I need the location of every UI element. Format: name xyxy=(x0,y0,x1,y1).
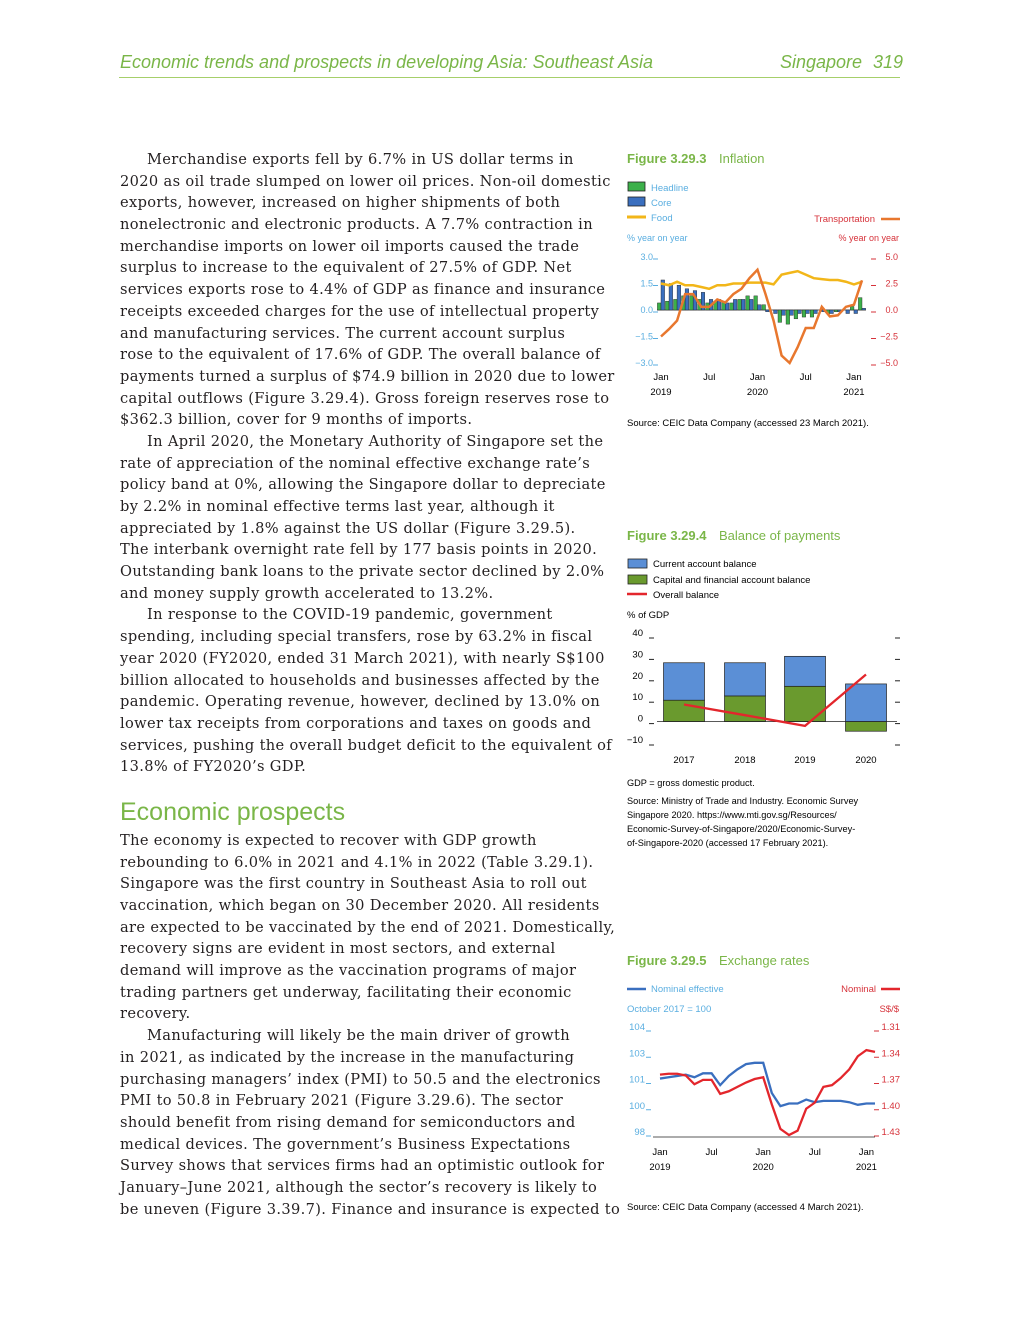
paragraph-line: recovery signs are evident in most sectors, and external xyxy=(120,940,556,958)
y-tick-label: 30 xyxy=(632,649,643,661)
capital-account-legend-swatch xyxy=(628,575,647,584)
legend-label: Food xyxy=(651,213,673,224)
headline-bar xyxy=(834,310,838,312)
paragraph-line: The interbank overnight rate fell by 177 basis points in 2020. xyxy=(120,541,598,559)
x-tick-label: 2017 xyxy=(673,755,695,766)
figure-note: Singapore 2020. https://www.mti.gov.sg/Resources/ xyxy=(627,810,837,820)
left-axis-label: October 2017 = 100 xyxy=(627,1004,712,1015)
paragraph-line: billion allocated to households and businesses affected by the xyxy=(120,671,600,689)
paragraph-line: in 2021, as indicated by the increase in the manufacturing xyxy=(120,1048,575,1066)
running-header-title: Economic trends and prospects in developing Asia: Southeast Asia xyxy=(120,52,653,72)
x-tick-month: Jul xyxy=(703,372,716,383)
core-bar xyxy=(757,305,761,310)
y-tick-label-right: 0.0 xyxy=(885,305,898,315)
headline-bar xyxy=(778,310,782,322)
headline-bar xyxy=(762,305,766,310)
legend-label: Core xyxy=(651,198,672,209)
paragraph-line: and money supply growth accelerated to 13.2%. xyxy=(120,584,494,602)
paragraph-line: rate of appreciation of the nominal effective exchange rate’s xyxy=(120,454,591,472)
paragraph-line: In response to the COVID-19 pandemic, government xyxy=(147,606,553,624)
body-text xyxy=(120,149,621,1220)
legend-label: Overall balance xyxy=(653,590,720,601)
x-tick-month: Jan xyxy=(749,372,766,383)
core-bar xyxy=(830,310,834,314)
y-tick-label: −10 xyxy=(626,735,643,746)
paragraph-line: January–June 2021, although the sector’s recovery is likely to xyxy=(120,1178,598,1196)
headline-bar xyxy=(738,299,742,310)
paragraph-line: lower tax receipts from corporations and taxes on goods and xyxy=(120,714,592,732)
figure-note: of-Singapore-2020 (accessed 17 February 2021). xyxy=(627,838,829,848)
figure-note: Source: Ministry of Trade and Industry. Economic Survey xyxy=(627,796,859,806)
left-axis-label: % year on year xyxy=(627,233,688,243)
nominal-line xyxy=(660,1050,875,1135)
headline-legend-swatch xyxy=(628,182,645,191)
paragraph-line: $362.3 billion, cover for 9 months of imports. xyxy=(120,411,473,429)
legend-label: Transportation xyxy=(814,214,875,225)
paragraph-line: exports, however, increased on higher shipments of both xyxy=(120,194,561,212)
core-bar xyxy=(862,308,866,310)
y-tick-label-right: 1.40 xyxy=(881,1100,900,1112)
core-bar xyxy=(798,310,802,314)
headline-bar xyxy=(810,310,814,317)
core-bar xyxy=(749,299,753,310)
chart-svg xyxy=(627,952,907,1222)
capital-account-bar xyxy=(846,722,887,732)
x-tick-year: 2019 xyxy=(650,387,672,398)
paragraph-line: capital outflows (Figure 3.29.4). Gross foreign reserves rose to xyxy=(120,389,610,407)
headline-bar xyxy=(665,301,669,310)
y-tick-label-right: 1.31 xyxy=(881,1022,900,1033)
paragraph-line: Merchandise exports fell by 6.7% in US dollar terms in xyxy=(147,151,574,168)
paragraph-line: rebounding to 6.0% in 2021 and 4.1% in 2022 (Table 3.29.1). xyxy=(120,853,594,871)
headline-bar xyxy=(673,299,677,310)
headline-bar xyxy=(690,296,694,310)
current-account-legend-swatch xyxy=(628,559,647,568)
current-account-bar xyxy=(664,663,705,700)
legend-label: Capital and financial account balance xyxy=(653,575,811,586)
header-rule xyxy=(119,77,900,78)
paragraph-line: appreciated by 1.8% against the US dollar (Figure 3.29.5). xyxy=(120,519,576,537)
paragraph-line: Outstanding bank loans to the private sector declined by 2.0% xyxy=(120,563,605,581)
y-tick-label-left: −1.5 xyxy=(635,331,653,342)
paragraph-line: In April 2020, the Monetary Authority of Singapore set the xyxy=(147,432,604,450)
figure-note: GDP = gross domestic product. xyxy=(627,778,755,788)
headline-bar xyxy=(858,298,862,310)
core-legend-swatch xyxy=(628,197,645,206)
core-bar xyxy=(766,310,770,312)
current-account-bar xyxy=(846,684,887,722)
headline-bar xyxy=(657,303,661,310)
paragraph-line: medical devices. The government’s Business Expectations xyxy=(120,1135,571,1153)
core-bar xyxy=(669,284,673,311)
paragraph-line: and manufacturing services. The current account surplus xyxy=(120,324,566,342)
x-tick-month: Jan xyxy=(652,1147,668,1158)
y-tick-label-left: 1.5 xyxy=(640,278,653,289)
figure-number: Figure 3.29.4 xyxy=(627,528,707,543)
right-axis-label: % year on year xyxy=(838,233,899,243)
headline-bar xyxy=(802,310,806,317)
legend-label: Nominal xyxy=(841,984,876,995)
transportation-line xyxy=(661,270,862,363)
source-note: Source: CEIC Data Company (accessed 4 March 2021). xyxy=(627,1202,864,1213)
y-tick-label: 40 xyxy=(632,628,643,639)
figure-title: Balance of payments xyxy=(719,528,841,543)
paragraph-line: purchasing managers’ index (PMI) to 50.5 and the electronics xyxy=(120,1070,601,1088)
paragraph-line: spending, including special transfers, rose by 63.2% in fiscal xyxy=(120,628,593,646)
paragraph-line: recovery. xyxy=(120,1005,191,1023)
x-tick-month: Jan xyxy=(858,1147,875,1158)
paragraph-line: policy band at 0%, allowing the Singapore dollar to depreciate xyxy=(120,476,606,494)
y-tick-label-right: 1.37 xyxy=(881,1074,900,1086)
headline-bar xyxy=(754,296,758,310)
x-tick-year: 2020 xyxy=(746,387,769,398)
paragraph-line: PMI to 50.8 in February 2021 (Figure 3.29.6). The sector xyxy=(120,1092,564,1110)
y-tick-label-left: 103 xyxy=(629,1048,645,1060)
paragraph-line: by 2.2% in nominal effective terms last year, although it xyxy=(120,498,555,515)
paragraph-line: merchandise imports on lower oil imports caused the trade xyxy=(120,237,580,255)
core-bar xyxy=(741,299,745,310)
paragraph-line: nonelectronic and electronic products. A 7.7% contraction in xyxy=(120,216,593,234)
paragraph-line: 2020 as oil trade slumped on lower oil prices. Non-oil domestic xyxy=(120,172,611,190)
figure-title: Exchange rates xyxy=(719,953,810,968)
overall-balance-line xyxy=(684,675,866,726)
core-bar xyxy=(782,310,786,315)
figure-title: Inflation xyxy=(719,151,765,166)
y-tick-label-left: 104 xyxy=(629,1022,645,1033)
x-tick-month: Jul xyxy=(808,1147,821,1158)
y-tick-label-left: 100 xyxy=(629,1100,645,1112)
paragraph-line: The economy is expected to recover with GDP growth xyxy=(120,831,537,849)
x-tick-month: Jul xyxy=(705,1147,718,1158)
paragraph-line: Manufacturing will likely be the main driver of growth xyxy=(147,1027,570,1045)
paragraph-line: payments turned a surplus of $74.9 billion in 2020 due to lower xyxy=(120,367,615,385)
paragraph-line: pandemic. Operating revenue, however, declined by 13.0% on xyxy=(120,693,601,711)
paragraph-line: should benefit from rising demand for semiconductors and xyxy=(120,1113,576,1131)
y-tick-label-left: 0.0 xyxy=(640,305,653,315)
y-tick-label-right: −2.5 xyxy=(880,331,898,342)
y-tick-label: 10 xyxy=(632,692,643,704)
core-bar xyxy=(854,310,858,314)
current-account-bar xyxy=(725,663,766,696)
core-bar xyxy=(685,289,689,310)
legend-label: Current account balance xyxy=(653,559,757,570)
paragraph-line: Survey shows that services firms had an optimistic outlook for xyxy=(120,1157,605,1175)
y-tick-label-right: 1.43 xyxy=(881,1127,900,1138)
x-tick-label: 2020 xyxy=(855,755,877,766)
right-axis-label: S$/$ xyxy=(879,1004,899,1015)
x-tick-label: 2018 xyxy=(734,755,756,766)
headline-bar xyxy=(794,310,798,319)
core-bar xyxy=(846,310,850,314)
core-bar xyxy=(790,310,794,315)
x-tick-month: Jan xyxy=(653,372,669,383)
headline-bar xyxy=(746,296,750,310)
paragraph-line: be uneven (Figure 3.39.7). Finance and insurance is expected to xyxy=(120,1200,621,1218)
x-tick-year: 2020 xyxy=(752,1162,774,1173)
headline-bar xyxy=(850,306,854,310)
y-tick-label: 20 xyxy=(632,670,643,682)
y-tick-label-left: 3.0 xyxy=(640,252,653,262)
paragraph-line: 13.8% of FY2020’s GDP. xyxy=(120,758,307,776)
paragraph-line: receipts exceeded charges for the use of intellectual property xyxy=(120,302,600,320)
paragraph-line: trading partners get underway, facilitating their economic xyxy=(120,983,572,1001)
core-bar xyxy=(733,299,737,310)
paragraph-line: rose to the equivalent of 17.6% of GDP. The overall balance of xyxy=(120,346,601,364)
core-bar xyxy=(806,310,810,314)
source-note: Source: CEIC Data Company (accessed 23 March 2021). xyxy=(627,418,869,429)
headline-bar xyxy=(730,303,734,310)
core-bar xyxy=(814,310,818,314)
y-tick-label-right: 1.34 xyxy=(881,1048,900,1060)
capital-account-bar xyxy=(785,686,826,721)
y-tick-label-left: 98 xyxy=(634,1127,645,1138)
y-tick-label: 0 xyxy=(637,713,643,725)
y-tick-label-right: 2.5 xyxy=(885,278,898,289)
figure-number: Figure 3.29.3 xyxy=(627,151,707,166)
y-tick-label-left: 101 xyxy=(629,1074,645,1086)
paragraph-line: vaccination, which began on 30 December 2020. All residents xyxy=(120,897,600,914)
x-tick-month: Jan xyxy=(846,372,862,383)
x-tick-month: Jan xyxy=(755,1147,771,1158)
paragraph-line: are expected to be vaccinated by the end of 2021. Domestically, xyxy=(120,918,616,936)
figure-number: Figure 3.29.5 xyxy=(627,953,707,968)
chart-svg xyxy=(627,150,907,440)
current-account-bar xyxy=(785,656,826,686)
y-axis-label: % of GDP xyxy=(627,610,670,621)
x-tick-year: 2021 xyxy=(843,387,865,398)
capital-account-bar xyxy=(664,700,705,721)
headline-bar xyxy=(786,310,790,324)
nominal-effective-line xyxy=(660,1063,875,1106)
paragraph-line: demand will improve as the vaccination programs of major xyxy=(120,962,577,980)
core-bar xyxy=(774,310,778,314)
y-tick-label-left: −3.0 xyxy=(635,358,653,368)
running-header-country: Singapore xyxy=(780,52,863,72)
paragraph-line: year 2020 (FY2020, ended 31 March 2021), with nearly S$100 xyxy=(120,649,605,667)
figure-note: Economic-Survey-of-Singapore/2020/Economic-Survey- xyxy=(627,824,856,834)
legend-label: Nominal effective xyxy=(651,984,724,995)
paragraph-line: surplus to increase to the equivalent of 27.5% of GDP. Net xyxy=(120,259,572,277)
x-tick-month: Jul xyxy=(799,372,812,383)
y-tick-label-right: −5.0 xyxy=(880,358,898,368)
x-tick-year: 2021 xyxy=(855,1162,877,1173)
section-heading: Economic prospects xyxy=(120,797,346,826)
x-tick-label: 2019 xyxy=(794,755,816,766)
y-tick-label-right: 5.0 xyxy=(885,252,898,262)
legend-label: Headline xyxy=(651,183,689,194)
chart-svg xyxy=(627,527,907,847)
core-bar xyxy=(725,303,729,310)
x-tick-year: 2019 xyxy=(649,1162,671,1173)
paragraph-line: services, pushing the overall budget deficit to the equivalent of xyxy=(120,736,613,754)
paragraph-line: services exports rose to 4.4% of GDP as finance and insurance xyxy=(120,281,606,299)
page-number: 319 xyxy=(873,52,904,72)
paragraph-line: Singapore was the first country in Southeast Asia to roll out xyxy=(120,875,587,893)
